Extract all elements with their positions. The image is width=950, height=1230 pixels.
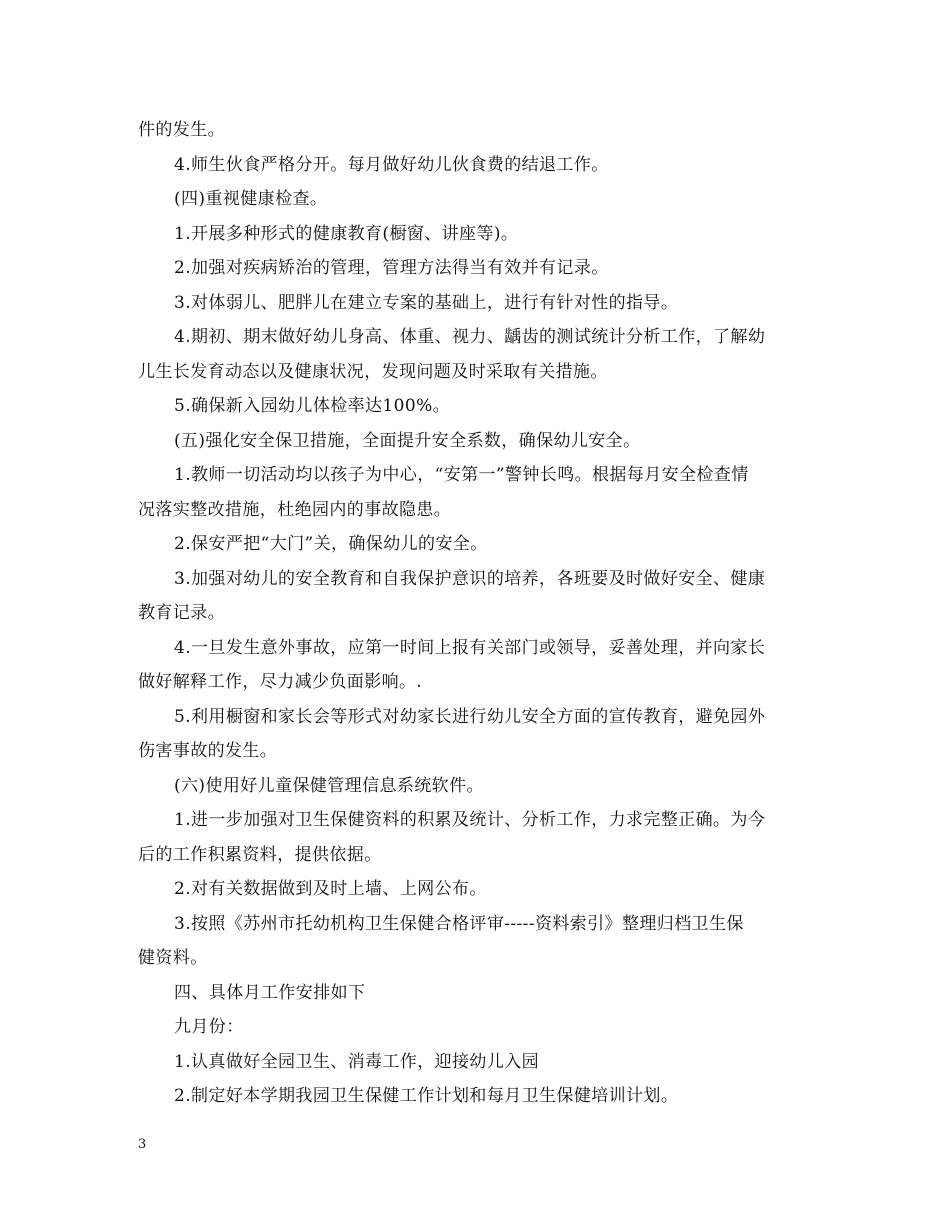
text-line: 4.师生伙食严格分开。每月做好幼儿伙食费的结退工作。 [174,154,609,175]
text-line: 1.进一步加强对卫生保健资料的积累及统计、分析工作，力求完整正确。为今 [174,810,766,830]
document-body [138,113,818,1114]
section-heading: (六)使用好儿童保健管理信息系统软件。 [174,775,484,796]
text-line: 1.开展多种形式的健康教育(橱窗、讲座等)。 [174,223,519,244]
text-line: 3.对体弱儿、肥胖儿在建立专案的基础上，进行有针对性的指导。 [174,292,679,313]
text-line: 伤害事故的发生。 [138,741,278,761]
text-line: 2.制定好本学期我园卫生保健工作计划和每月卫生保健培训计划。 [174,1086,679,1106]
text-line: 5.确保新入园幼儿体检率达100%。 [174,396,451,416]
text-line: 2.对有关数据做到及时上墙、上网公布。 [174,879,487,899]
section-heading: 四、具体月工作安排如下 [174,982,366,1003]
text-line: 3.按照《苏州市托幼机构卫生保健合格评审-----资料索引》整理归档卫生保 [174,913,744,934]
text-line: 4.一旦发生意外事故，应第一时间上报有关部门或领导，妥善处理，并向家长 [174,637,766,658]
text-line: 1.教师一切活动均以孩子为中心，“安第一”警钟长鸣。根据每月安全检查情 [174,465,749,485]
text-line: 4.期初、期末做好幼儿身高、体重、视力、龋齿的测试统计分析工作，了解幼 [174,327,766,347]
text-line: 教育记录。 [138,603,225,623]
month-heading: 九月份： [174,1017,244,1037]
page-number: 3 [138,1137,147,1152]
text-line: 儿生长发育动态以及健康状况，发现问题及时采取有关措施。 [138,361,608,382]
text-line: 做好解释工作，尽力减少负面影响。. [138,672,423,692]
text-line: 2.加强对疾病矫治的管理，管理方法得当有效并有记录。 [174,258,609,278]
text-line: 3.加强对幼儿的安全教育和自我保护意识的培养，各班要及时做好安全、健康 [174,568,766,589]
text-line: 况落实整改措施，杜绝园内的事故隐患。 [138,499,452,520]
text-line: 健资料。 [138,948,208,968]
text-line: 5.利用橱窗和家长会等形式对幼家长进行幼儿安全方面的宣传教育，避免园外 [174,706,766,727]
text-line: 1.认真做好全园卫生、消毒工作，迎接幼儿入园 [174,1051,540,1072]
section-heading: (五)强化安全保卫措施，全面提升安全系数，确保幼儿安全。 [174,430,641,451]
text-line: 件的发生。 [138,120,225,140]
text-line: 2.保安严把“大门”关，确保幼儿的安全。 [174,534,488,554]
text-line: 后的工作积累资料，提供依据。 [138,844,382,865]
section-heading: (四)重视健康检查。 [174,189,328,209]
